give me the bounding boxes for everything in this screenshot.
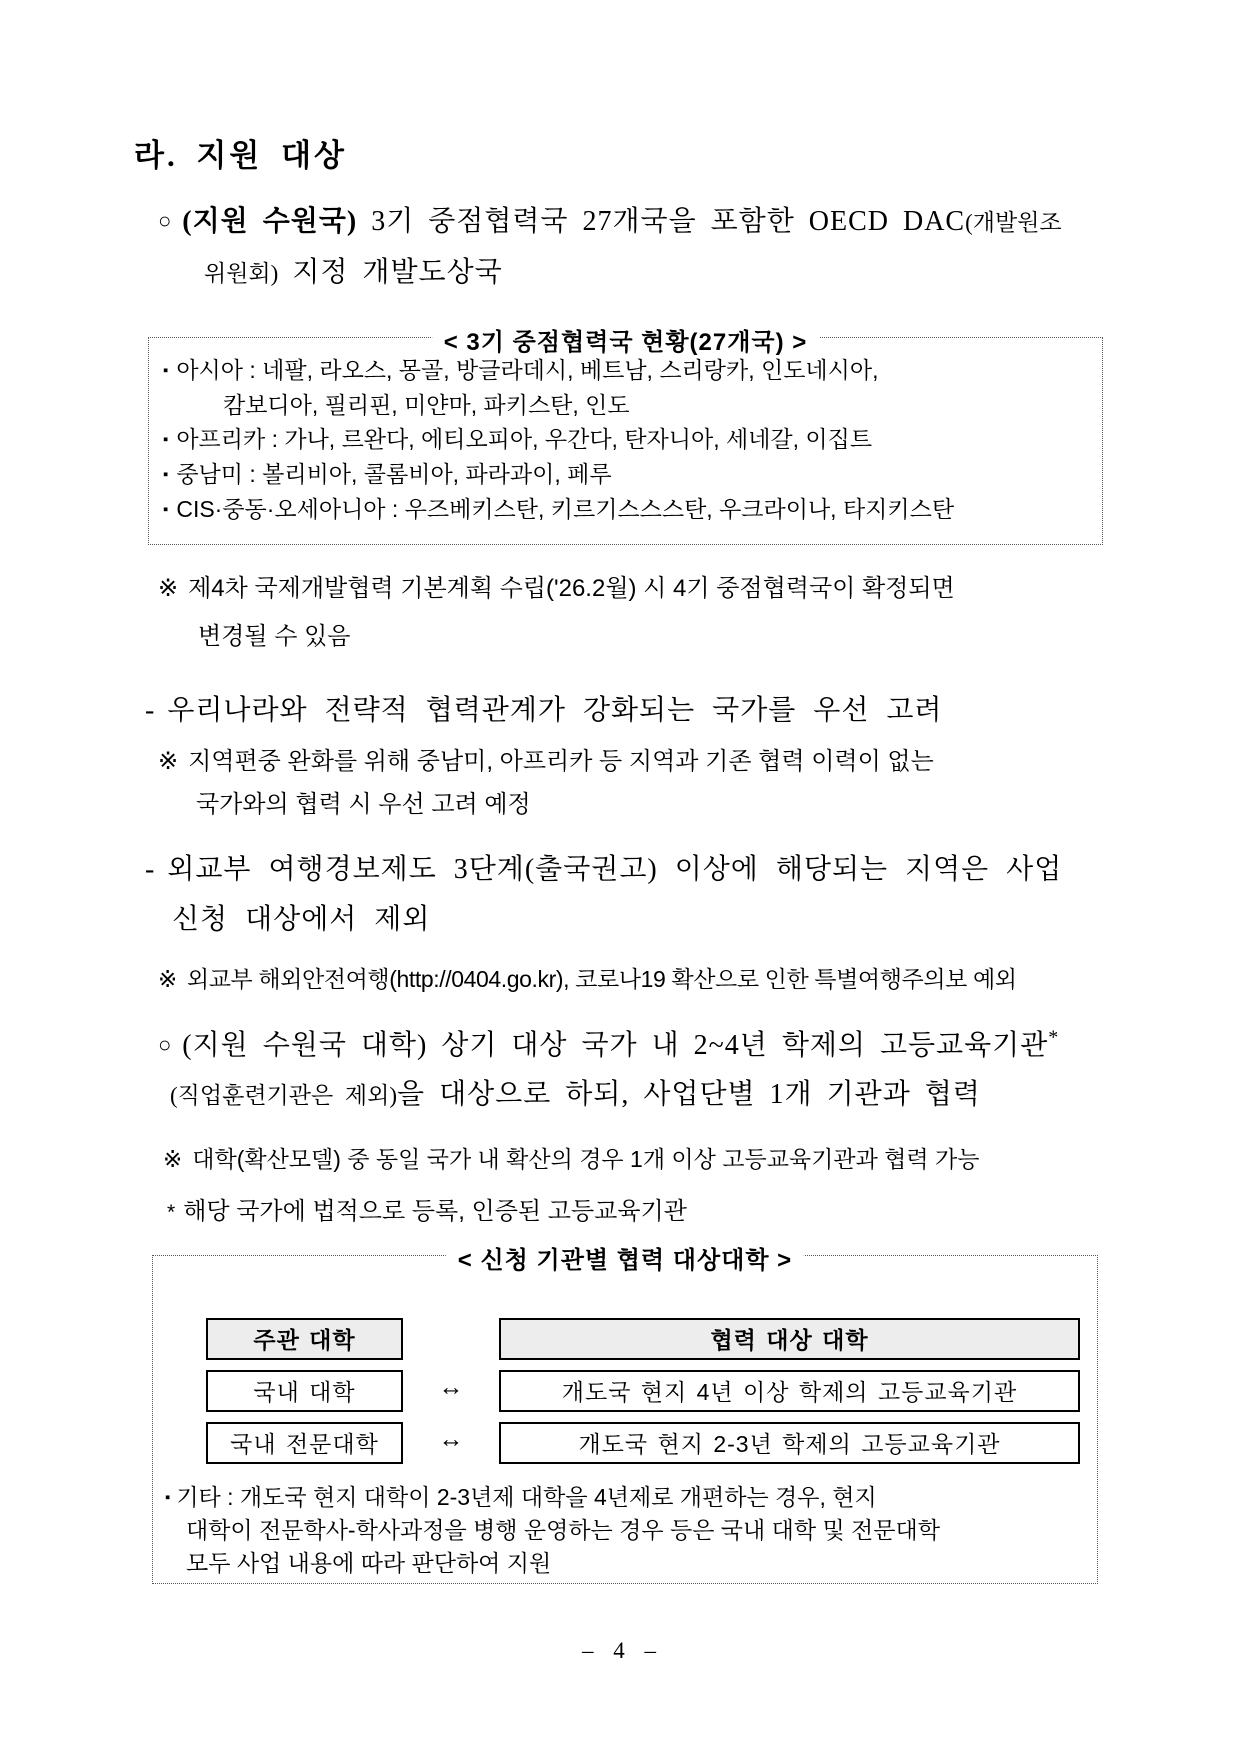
etc-line (165, 1547, 1097, 1580)
asterisk-icon: * (167, 1201, 176, 1224)
table-header-partner-university: 협력 대상 대학 (499, 1318, 1080, 1360)
reference-mark-icon: ※ (158, 575, 179, 602)
note-diffusion-model (163, 1136, 979, 1183)
region-item-cis-middleeast-oceania (163, 492, 1094, 527)
note-text: 지역편중 완화를 위해 중남미, 아프리카 등 지역과 기존 협력 이력이 없는 (188, 748, 934, 775)
paragraph-line (158, 1070, 1059, 1120)
dash-line (145, 895, 1062, 945)
region-item-latin-america (163, 457, 1094, 492)
circle-bullet-icon: ○ (158, 1032, 173, 1057)
paragraph-line (158, 196, 1062, 248)
priority-countries-box (148, 329, 1103, 545)
square-bullet-icon: ▪ (163, 466, 169, 483)
paragraph-line (158, 1020, 1059, 1070)
dash-item-text: 우리나라와 전략적 협력관계가 강화되는 국가를 우선 고려 (167, 695, 943, 726)
etc-text: 대학이 전문학사-학사과정을 병행 운영하는 경우 등은 국내 대학 및 전문대학 (186, 1517, 940, 1543)
p2-line2-text: 을 대상으로 하되, 사업단별 1개 기관과 협력 (397, 1079, 981, 1110)
square-bullet-icon: ▪ (163, 362, 169, 379)
etc-text: 모두 사업 내용에 따라 판단하여 지원 (186, 1550, 552, 1576)
reference-mark-icon: ※ (158, 748, 179, 775)
paragraph-recipient-universities (158, 1020, 1059, 1120)
etc-line (165, 1481, 1097, 1514)
left-right-arrow-icon: ↔ (438, 1373, 464, 1401)
table-cell-right: 개도국 현지 4년 이상 학제의 고등교육기관 (499, 1370, 1080, 1412)
etc-line (165, 1514, 1097, 1547)
square-bullet-icon: ▪ (165, 1489, 171, 1506)
region-item-text: 아프리카 : 가나, 르완다, 에티오피아, 우간다, 탄자니아, 세네갈, 이집트 (176, 426, 873, 452)
asterisk-superscript: * (1048, 1026, 1060, 1049)
p1-line2-text: 지정 개발도상국 (278, 257, 503, 288)
page-number: – 4 – (582, 1638, 658, 1663)
dash-bullet-icon: - (145, 854, 156, 885)
table-cell-left: 국내 대학 (206, 1370, 403, 1412)
p1-line1-text: 3기 중점협력국 27개국을 포함한 OECD DAC (357, 206, 966, 237)
reference-mark-icon: ※ (163, 1146, 183, 1172)
dash-item-text: 신청 대상에서 제외 (172, 904, 431, 935)
note-line (158, 740, 934, 783)
etc-text: 기타 : 개도국 현지 대학이 2-3년제 대학을 4년제로 개편하는 경우, 현지 (176, 1484, 877, 1510)
left-right-arrow-icon: ↔ (438, 1425, 464, 1453)
table-header-host-university: 주관 대학 (206, 1318, 403, 1360)
priority-countries-box-title: < 3기 중점협력국 현황(27개국) > (432, 322, 820, 357)
dash-item-strategic-partners (145, 686, 942, 736)
partner-university-box-title: < 신청 기관별 협력 대상대학 > (446, 1240, 804, 1275)
etc-bullet-item (165, 1481, 1097, 1580)
dash-bullet-icon: - (145, 695, 156, 726)
table-row (206, 1370, 1097, 1412)
partner-university-table (206, 1318, 1097, 1464)
table-arrow-spacer (403, 1318, 499, 1360)
note-text: 대학(확산모델) 중 동일 국가 내 확산의 경우 1개 이상 고등교육기관과 협력 가능 (192, 1146, 980, 1172)
region-item-text: CIS·중동·오세아니아 : 우즈베키스탄, 키르기스스스탄, 우크라이나, 타지키스탄 (176, 496, 955, 522)
note-text: 국가와의 협력 시 우선 고려 예정 (196, 791, 531, 818)
p1-line1-small-paren: (개발원조 (965, 210, 1062, 235)
region-item-africa (163, 422, 1094, 457)
region-item-asia-cont (163, 388, 1094, 422)
note-line (158, 783, 934, 826)
square-bullet-icon: ▪ (163, 431, 169, 448)
note-overseas-safety (158, 956, 1017, 1003)
dash-item-text: 외교부 여행경보제도 3단계(출국권고) 이상에 해당되는 지역은 사업 (167, 854, 1063, 885)
note-line (158, 565, 955, 613)
note-text: 외교부 해외안전여행(http://0404.go.kr), 코로나19 확산으로 인한 특별여행주의보 예외 (186, 966, 1017, 992)
paragraph-line (158, 248, 1062, 299)
p2-line2-small-paren: (직업훈련기관은 제외) (170, 1083, 398, 1108)
note-line (158, 613, 955, 661)
dash-item-travel-alert (145, 845, 1062, 945)
p2-line1-text: (지원 수원국 대학) 상기 대상 국가 내 2~4년 학제의 고등교육기관 (182, 1030, 1049, 1061)
square-bullet-icon: ▪ (163, 501, 169, 518)
note-4th-basic-plan (158, 565, 955, 661)
circle-bullet-icon: ○ (158, 208, 173, 233)
region-item-text: 중남미 : 볼리비아, 콜롬비아, 파라과이, 페루 (176, 461, 612, 487)
reference-mark-icon: ※ (158, 966, 177, 992)
note-text: 변경될 수 있음 (198, 623, 351, 650)
paragraph-recipient-countries (158, 196, 1062, 299)
table-row (206, 1422, 1097, 1464)
region-item-text: 캄보디아, 필리핀, 미얀마, 파키스탄, 인도 (223, 392, 630, 418)
partner-university-box (152, 1247, 1098, 1584)
table-cell-right: 개도국 현지 2-3년 학제의 고등교육기관 (499, 1422, 1080, 1464)
table-cell-left: 국내 전문대학 (206, 1422, 403, 1464)
dash-line (145, 845, 1062, 895)
section-heading: 라. 지원 대상 (134, 138, 347, 173)
note-text: 제4차 국제개발협력 기본계획 수립('26.2월) 시 4기 중점협력국이 확정되면 (188, 575, 955, 602)
priority-countries-box-body (149, 338, 1102, 527)
note-text: 해당 국가에 법적으로 등록, 인증된 고등교육기관 (183, 1198, 687, 1225)
region-item-text: 아시아 : 네팔, 라오스, 몽골, 방글라데시, 베트남, 스리랑카, 인도네시아, (176, 357, 879, 383)
region-item-asia (163, 353, 1094, 388)
table-header-row (206, 1318, 1097, 1360)
footnote-accredited-institution (167, 1188, 687, 1236)
p1-line2-small-paren: 위원회) (204, 261, 279, 286)
p1-bold-label: (지원 수원국) (182, 206, 358, 237)
note-regional-balance (158, 740, 934, 826)
